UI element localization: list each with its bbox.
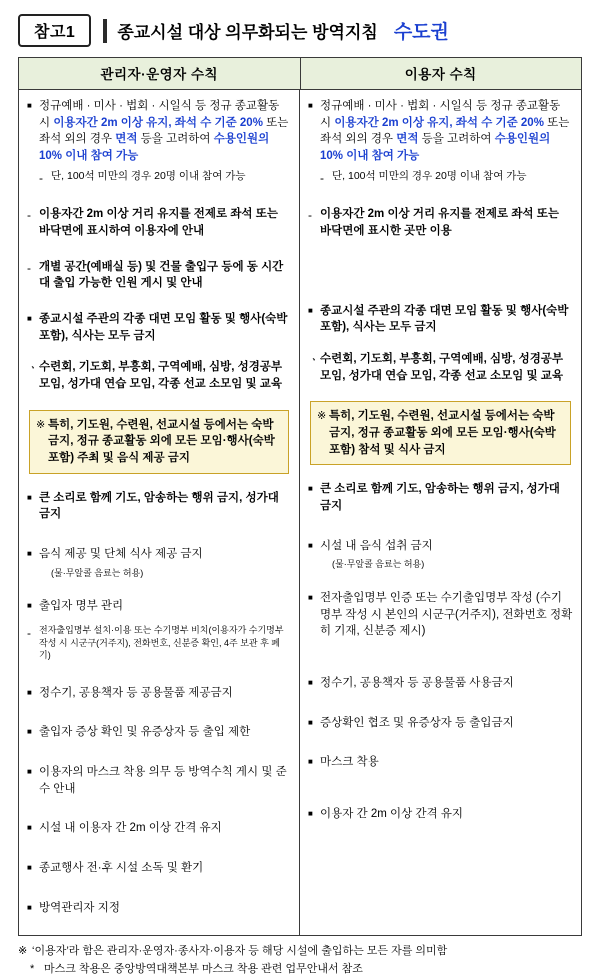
list-item: [308, 303, 573, 336]
list-item-note: [320, 558, 573, 571]
reference-mark-icon: [317, 408, 329, 425]
square-bullet-icon: [27, 598, 39, 614]
footnotes: [18, 943, 582, 978]
list-item: [27, 98, 291, 165]
list-item-label: (물·무알콜 음료는 허용): [51, 567, 144, 578]
highlight-box: [310, 401, 571, 465]
list-item-label: 시설 내 이용자 간 2m 이상 간격 유지: [39, 822, 222, 835]
dash-bullet-icon: [27, 206, 39, 225]
square-bullet-icon: [27, 490, 39, 506]
list-item: [308, 590, 573, 640]
list-item: [308, 754, 573, 771]
square-bullet-icon: [308, 754, 320, 770]
list-item-label: 이용자의 마스크 착용 의무 등 방역수칙 게시 및 준수 안내: [39, 766, 287, 795]
guidelines-table: [18, 57, 582, 936]
list-item-label: 출입자 증상 확인 및 유증상자 등 출입 제한: [39, 726, 251, 739]
square-bullet-icon: [308, 303, 320, 319]
list-item-label: 시설 내 음식 섭취 금지: [320, 539, 433, 552]
dash-bullet-icon: [27, 624, 39, 643]
list-item-label: 이용자간 2m 이상 거리 유지를 전제로 좌석 또는 바닥면에 표시한 곳만 이용: [320, 208, 559, 237]
list-item: [27, 359, 291, 392]
column-header-user: 이용자 수칙: [404, 67, 477, 82]
footnote-item: [18, 961, 582, 979]
list-item-label: 단, 100석 미만의 경우 20명 이내 참여 가능: [332, 169, 527, 182]
square-bullet-icon: [308, 538, 320, 554]
list-item: [27, 820, 291, 837]
square-bullet-icon: [27, 98, 39, 114]
list-item: [36, 417, 282, 467]
square-bullet-icon: [308, 806, 320, 822]
square-bullet-icon: [27, 724, 39, 740]
square-bullet-icon: [27, 860, 39, 876]
square-bullet-icon: [27, 685, 39, 701]
list-item: [27, 598, 291, 615]
list-item: [308, 351, 573, 384]
square-bullet-icon: [27, 900, 39, 916]
square-bullet-icon: [27, 546, 39, 562]
list-item-label: 출입자 명부 관리: [39, 600, 124, 613]
footnote-label: ‘이용자’라 함은 관리자·운영자·종사자·이용자 등 해당 시설에 출입하는 모든 자를 의미함: [32, 945, 448, 958]
list-item: [27, 685, 291, 702]
middot-bullet-icon: [308, 351, 320, 370]
list-item-label: 수련회, 기도회, 부흥회, 구역예배, 심방, 성경공부 모임, 성가대 연습 모임, 각종 선교 소모임 및 교육: [320, 352, 564, 382]
list-item: [39, 169, 291, 188]
header-divider-bar: [103, 19, 107, 43]
list-item: [308, 715, 573, 732]
list-item: [308, 675, 573, 692]
list-item-label: 종교시설 주관의 각종 대면 모임 활동 및 행사(숙박포함), 식사는 모두 금지: [320, 304, 569, 334]
page-header: [18, 14, 582, 47]
list-item: [27, 624, 291, 662]
list-item: [308, 481, 573, 514]
dash-bullet-icon: [320, 169, 332, 188]
reference-mark-icon: [36, 417, 48, 434]
dash-bullet-icon: [39, 169, 51, 188]
list-item: [27, 860, 291, 877]
list-item-label: 이용자간 2m 이상 거리 유지를 전제로 좌석 또는 바닥면에 표시하여 이용자에 안내: [39, 208, 278, 237]
column-header-manager: 관리자·운영자 수칙: [19, 58, 301, 89]
list-item-label: 큰 소리로 함께 기도, 암송하는 행위 금지, 성가대 금지: [39, 491, 279, 521]
column-user-rules: [300, 90, 581, 935]
list-item-label: 전자출입명부 설치·이용 또는 수기명부 비치(이용자가 수기명부 작성 시 시군구(거주지), 전화번호, 신분증 확인, 4주 보관 후 폐기): [39, 624, 284, 661]
list-item-label: 수련회, 기도회, 부흥회, 구역예배, 심방, 성경공부 모임, 성가대 연습 모임, 각종 선교 소모임 및 교육: [39, 361, 283, 390]
list-item-label: 종교행사 전·후 시설 소독 및 환기: [39, 862, 204, 875]
dash-bullet-icon: [27, 259, 39, 278]
page-title: 종교시설 대상 의무화되는 방역지침: [117, 23, 378, 42]
footnote-label: 마스크 착용은 중앙방역대책본부 마스크 착용 관련 업무안내서 참조: [44, 963, 363, 976]
list-item-label: 전자출입명부 인증 또는 수기출입명부 작성 (수기명부 작성 시 본인의 시군구(거주지), 전화번호 정확히 기재, 신분증 제시): [320, 591, 573, 638]
list-item-label: 특히, 기도원, 수련원, 선교시설 등에서는 숙박 금지, 정규 종교활동 외에 모든 모임·행사(숙박포함) 참석 및 식사 금지: [329, 410, 556, 456]
square-bullet-icon: [308, 715, 320, 731]
list-item-label: 종교시설 주관의 각종 대면 모임 활동 및 행사(숙박포함), 식사는 모두 금지: [39, 312, 288, 342]
list-item: [27, 546, 291, 563]
dash-bullet-icon: [308, 206, 320, 225]
list-item-label: 정규예배 · 미사 · 법회 · 시일식 등 정규 종교활동 시 이용자간 2m 이상 유지, 좌석 수 기준 20% 또는 좌석 외의 경우 면적 등을 고려하여 수용인원의 10% 이내 참여 가능: [39, 100, 289, 163]
square-bullet-icon: [27, 764, 39, 780]
square-bullet-icon: [308, 98, 320, 114]
list-item: [308, 538, 573, 555]
column-manager-rules: [19, 90, 300, 935]
list-item: [27, 311, 291, 344]
square-bullet-icon: [308, 481, 320, 497]
list-item-label: 정수기, 공용책자 등 공용물품 제공금지: [39, 686, 233, 699]
reference-mark-icon: ※: [18, 945, 28, 958]
list-item-label: 정규예배 · 미사 · 법회 · 시일식 등 정규 종교활동 시 이용자간 2m 이상 유지, 좌석 수 기준 20% 또는 좌석 외의 경우 면적 등을 고려하여 수용인원의 10% 이내 참여 가능: [320, 100, 570, 163]
table-header-row: [19, 58, 581, 90]
list-item-label: 큰 소리로 함께 기도, 암송하는 행위 금지, 성가대 금지: [320, 483, 560, 512]
list-item: [308, 98, 573, 165]
square-bullet-icon: [308, 590, 320, 606]
list-item-label: 마스크 착용: [320, 756, 379, 769]
list-item: [27, 724, 291, 741]
page-title-region: 수도권: [393, 22, 449, 43]
list-item-note: [39, 567, 291, 580]
square-bullet-icon: [27, 311, 39, 327]
list-item: [308, 806, 573, 823]
list-item-label: 정수기, 공용책자 등 공용물품 사용금지: [320, 676, 514, 689]
list-item: [27, 764, 291, 797]
table-body: [19, 90, 581, 935]
reference-badge: 참고1: [18, 14, 91, 47]
list-item-label: 방역관리자 지정: [39, 901, 120, 914]
footnote-item: [18, 943, 582, 961]
list-item: [27, 490, 291, 523]
list-item-label: 단, 100석 미만의 경우 20명 이내 참여 가능: [51, 169, 246, 182]
asterisk-icon: *: [30, 963, 35, 976]
list-item-label: 음식 제공 및 단체 식사 제공 금지: [39, 548, 203, 561]
list-item-label: 이용자 간 2m 이상 간격 유지: [320, 807, 464, 820]
square-bullet-icon: [308, 675, 320, 691]
list-item: [27, 900, 291, 917]
list-item-label: 특히, 기도원, 수련원, 선교시설 등에서는 숙박 금지, 정규 종교활동 외에 모든 모임·행사(숙박포함) 주최 및 음식 제공 금지: [48, 418, 275, 464]
list-item: [27, 206, 291, 239]
highlight-box: [29, 410, 289, 474]
list-item-label: (물·무알콜 음료는 허용): [332, 559, 425, 570]
list-item: [27, 259, 291, 292]
middot-bullet-icon: [27, 359, 39, 378]
list-item-label: 개별 공간(예배실 등) 및 건물 출입구 등에 동 시간대 출입 가능한 인원 게시 및 안내: [39, 260, 284, 290]
list-item-label: 증상확인 협조 및 유증상자 등 출입금지: [320, 716, 514, 729]
list-item: [308, 206, 573, 239]
list-item: [317, 408, 564, 458]
square-bullet-icon: [27, 820, 39, 836]
list-item: [320, 169, 573, 188]
